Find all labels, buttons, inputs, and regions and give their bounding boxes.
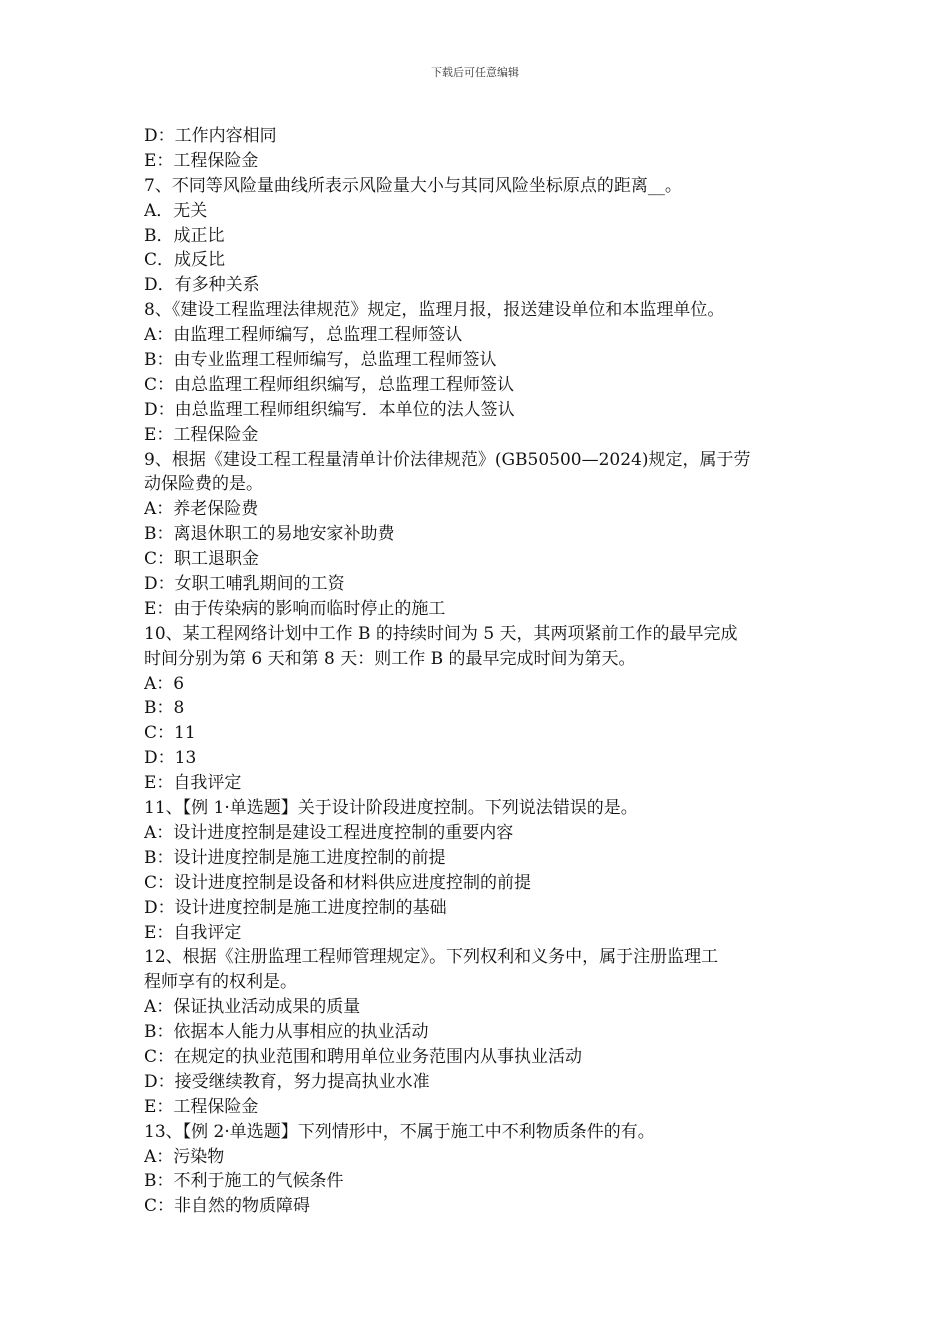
text-line: A：污染物 — [144, 1146, 225, 1167]
text-line: E：自我评定 — [144, 773, 242, 794]
text-line: B．成正比 — [144, 225, 225, 246]
text-line: B：离退休职工的易地安家补助费 — [144, 524, 395, 545]
text-line: B：8 — [144, 698, 185, 719]
text-line: C：职工退职金 — [144, 549, 260, 570]
text-line: C：在规定的执业范围和聘用单位业务范围内从事执业活动 — [144, 1046, 583, 1067]
question-9: 9、根据《建设工程工程量清单计价法律规范》(GB50500—2024)规定，属于劳 — [144, 449, 751, 470]
text-line: D：女职工哺乳期间的工资 — [144, 574, 345, 595]
question-8: 8、《建设工程监理法律规范》规定，监理月报，报送建设单位和本监理单位。 — [144, 300, 725, 321]
text-line: D：工作内容相同 — [144, 126, 277, 146]
text-line: B：依据本人能力从事相应的执业活动 — [144, 1022, 429, 1043]
text-line: C．成反比 — [144, 250, 226, 271]
question-11: 11、【例 1·单选题】关于设计阶段进度控制。下列说法错误的是。 — [144, 798, 638, 819]
text-line: D：设计进度控制是施工进度控制的基础 — [144, 897, 447, 918]
text-line: A：设计进度控制是建设工程进度控制的重要内容 — [144, 822, 514, 843]
text-line: B：不利于施工的气候条件 — [144, 1171, 344, 1192]
text-line: 动保险费的是。 — [144, 474, 263, 495]
text-line: 时间分别为第 6 天和第 8 天：则工作 B 的最早完成时间为第天。 — [144, 648, 636, 669]
page-header: 下载后可任意编辑 — [431, 66, 519, 79]
text-line: B：设计进度控制是施工进度控制的前提 — [144, 847, 446, 868]
text-line: E：由于传染病的影响而临时停止的施工 — [144, 598, 446, 619]
text-line: A：6 — [144, 673, 185, 694]
text-line: E：工程保险金 — [144, 424, 259, 445]
text-line: A：养老保险费 — [144, 499, 259, 520]
text-line: D：接受继续教育，努力提高执业水准 — [144, 1071, 430, 1092]
question-12: 12、根据《注册监理工程师管理规定》。下列权利和义务中，属于注册监理工 — [144, 947, 719, 968]
text-line: E：工程保险金 — [144, 150, 259, 171]
text-line: A：保证执业活动成果的质量 — [144, 997, 361, 1018]
question-7: 7、不同等风险量曲线所表示风险量大小与其同风险坐标原点的距离__。 — [144, 175, 682, 196]
text-line: 程师享有的权利是。 — [144, 972, 297, 993]
text-line: B：由专业监理工程师编写，总监理工程师签认 — [144, 350, 497, 371]
text-line: D：由总监理工程师组织编写．本单位的法人签认 — [144, 399, 515, 420]
text-line: E：工程保险金 — [144, 1096, 259, 1117]
text-line: C：11 — [144, 723, 196, 744]
question-10: 10、某工程网络计划中工作 B 的持续时间为 5 天，其两项紧前工作的最早完成 — [144, 623, 738, 644]
text-line: D：13 — [144, 748, 197, 769]
text-line: E：自我评定 — [144, 922, 242, 943]
text-line: C：非自然的物质障碍 — [144, 1196, 311, 1217]
document-body — [144, 124, 812, 1219]
text-line: A．无关 — [144, 200, 208, 221]
text-line: D．有多种关系 — [144, 275, 260, 296]
text-line: C：由总监理工程师组织编写，总监理工程师签认 — [144, 374, 515, 395]
text-line: A：由监理工程师编写，总监理工程师签认 — [144, 325, 463, 346]
question-13: 13、【例 2·单选题】下列情形中，不属于施工中不利物质条件的有。 — [144, 1121, 655, 1142]
text-line: C：设计进度控制是设备和材料供应进度控制的前提 — [144, 872, 532, 893]
